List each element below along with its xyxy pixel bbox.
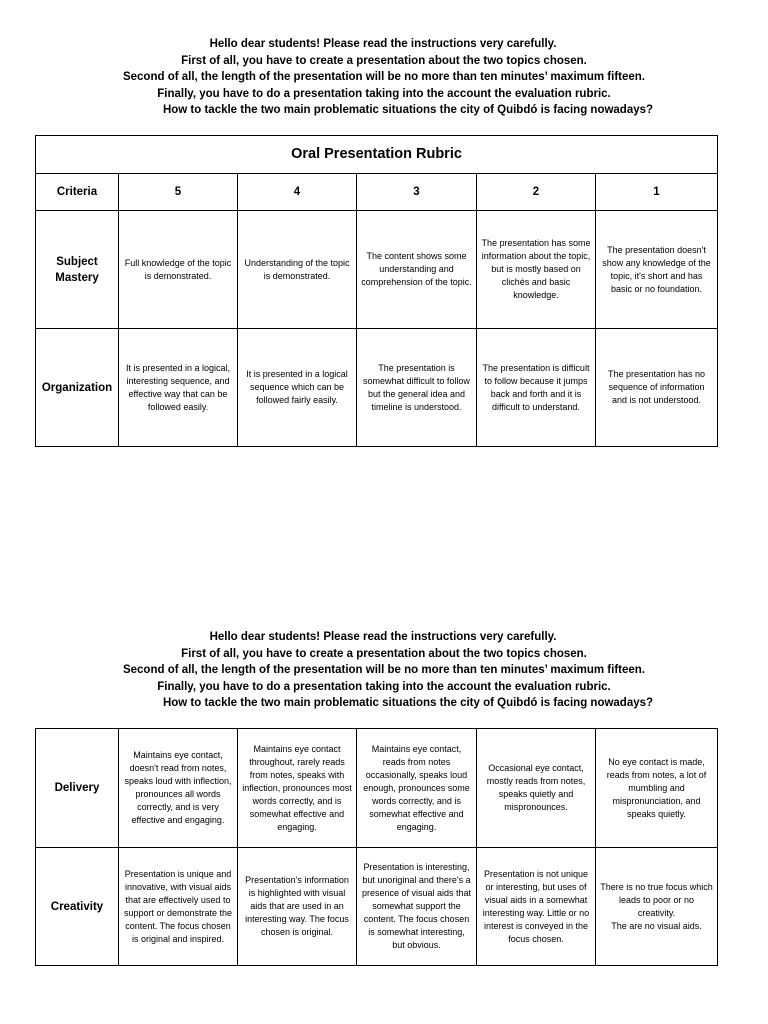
instruction-line: First of all, you have to create a presentation about the two topics chosen. [181, 647, 587, 660]
header-score-5: 5 [119, 174, 238, 211]
rubric-row-delivery [36, 729, 718, 848]
instruction-line: First of all, you have to create a presentation about the two topics chosen. [181, 54, 587, 67]
criterion-delivery: Delivery [36, 729, 119, 848]
rubric-table-bottom [35, 728, 718, 966]
rubric-cell: Occasional eye contact, mostly reads from notes, speaks quietly and mispronounces. [477, 729, 596, 848]
rubric-cell: The content shows some understanding and comprehension of the topic. [357, 211, 477, 329]
header-score-3: 3 [357, 174, 477, 211]
rubric-cell-line: There is no true focus which leads to poor or no creativity. [600, 881, 713, 918]
rubric-cell: Presentation is interesting, but unoriginal and there's a presence of visual aids that somewhat support the content. The focus chosen is somewhat interesting, but obvious. [357, 848, 477, 966]
instruction-line: Second of all, the length of the presentation will be no more than ten minutes’ maximum fifteen. [122, 71, 646, 83]
rubric-cell: The presentation has some information about the topic, but is mostly based on clichés and basic knowledge. [477, 211, 596, 329]
rubric-cell: The presentation is difficult to follow because it jumps back and forth and it is difficult to understand. [477, 329, 596, 447]
instruction-line: Finally, you have to do a presentation taking into the account the evaluation rubric. [157, 87, 611, 100]
instruction-line: Second of all, the length of the presentation will be no more than ten minutes’ maximum fifteen. [122, 664, 646, 676]
criterion-organization: Organization [36, 329, 119, 447]
instruction-line: Finally, you have to do a presentation taking into the account the evaluation rubric. [157, 680, 611, 693]
criterion-creativity: Creativity [36, 848, 119, 966]
rubric-cell-line: The are no visual aids. [611, 920, 702, 931]
instruction-line: Hello dear students! Please read the instructions very carefully. [209, 631, 557, 643]
header-score-1: 1 [596, 174, 718, 211]
rubric-cell: No eye contact is made, reads from notes, a lot of mumbling and mispronunciation, and speaks quietly. [596, 729, 718, 848]
rubric-title-row [36, 136, 718, 174]
rubric-header-row [36, 174, 718, 211]
rubric-cell: Maintains eye contact throughout, rarely reads from notes, speaks with inflection, pronounces most words correctly, and is somewhat effective and engaging. [238, 729, 357, 848]
rubric-title: Oral Presentation Rubric [36, 136, 718, 174]
rubric-table-top [35, 135, 718, 447]
header-criteria: Criteria [36, 174, 119, 211]
criterion-subject-mastery: Subject Mastery [36, 211, 119, 329]
rubric-row-organization [36, 329, 718, 447]
rubric-row-creativity [36, 848, 718, 966]
header-score-4: 4 [238, 174, 357, 211]
rubric-cell: Full knowledge of the topic is demonstrated. [119, 211, 238, 329]
rubric-cell: Maintains eye contact, reads from notes occasionally, speaks loud enough, pronounces some words correctly, and is somewhat effective and engaging. [357, 729, 477, 848]
rubric-cell: It is presented in a logical sequence which can be followed fairly easily. [238, 329, 357, 447]
rubric-cell: The presentation has no sequence of information and is not understood. [596, 329, 718, 447]
instructions-top [0, 36, 768, 119]
instruction-line: How to tackle the two main problematic situations the city of Quibdó is facing nowadays? [162, 104, 654, 116]
rubric-cell: Understanding of the topic is demonstrated. [238, 211, 357, 329]
rubric-cell: It is presented in a logical, interesting sequence, and effective way that can be followed easily. [119, 329, 238, 447]
rubric-cell: Presentation is not unique or interesting, but uses of visual aids in a somewhat interesting way. Little or no interest is conveyed in the focus chosen. [477, 848, 596, 966]
rubric-cell: Presentation is unique and innovative, with visual aids that are effectively used to support or demonstrate the content. The focus chosen is original and inspired. [119, 848, 238, 966]
header-score-2: 2 [477, 174, 596, 211]
rubric-cell: The presentation doesn't show any knowledge of the topic, it's short and has basic or no foundation. [596, 211, 718, 329]
rubric-cell: Presentation's information is highlighted with visual aids that are used in an interesting way. The focus chosen is original. [238, 848, 357, 966]
instructions-bottom [0, 629, 768, 712]
rubric-cell [596, 848, 718, 966]
instruction-line: How to tackle the two main problematic situations the city of Quibdó is facing nowadays? [162, 697, 654, 709]
rubric-cell: Maintains eye contact, doesn't read from notes, speaks loud with inflection, pronounces all words correctly, and is very effective and engaging. [119, 729, 238, 848]
rubric-row-subject-mastery [36, 211, 718, 329]
rubric-cell: The presentation is somewhat difficult to follow but the general idea and timeline is understood. [357, 329, 477, 447]
instruction-line: Hello dear students! Please read the instructions very carefully. [209, 38, 557, 50]
